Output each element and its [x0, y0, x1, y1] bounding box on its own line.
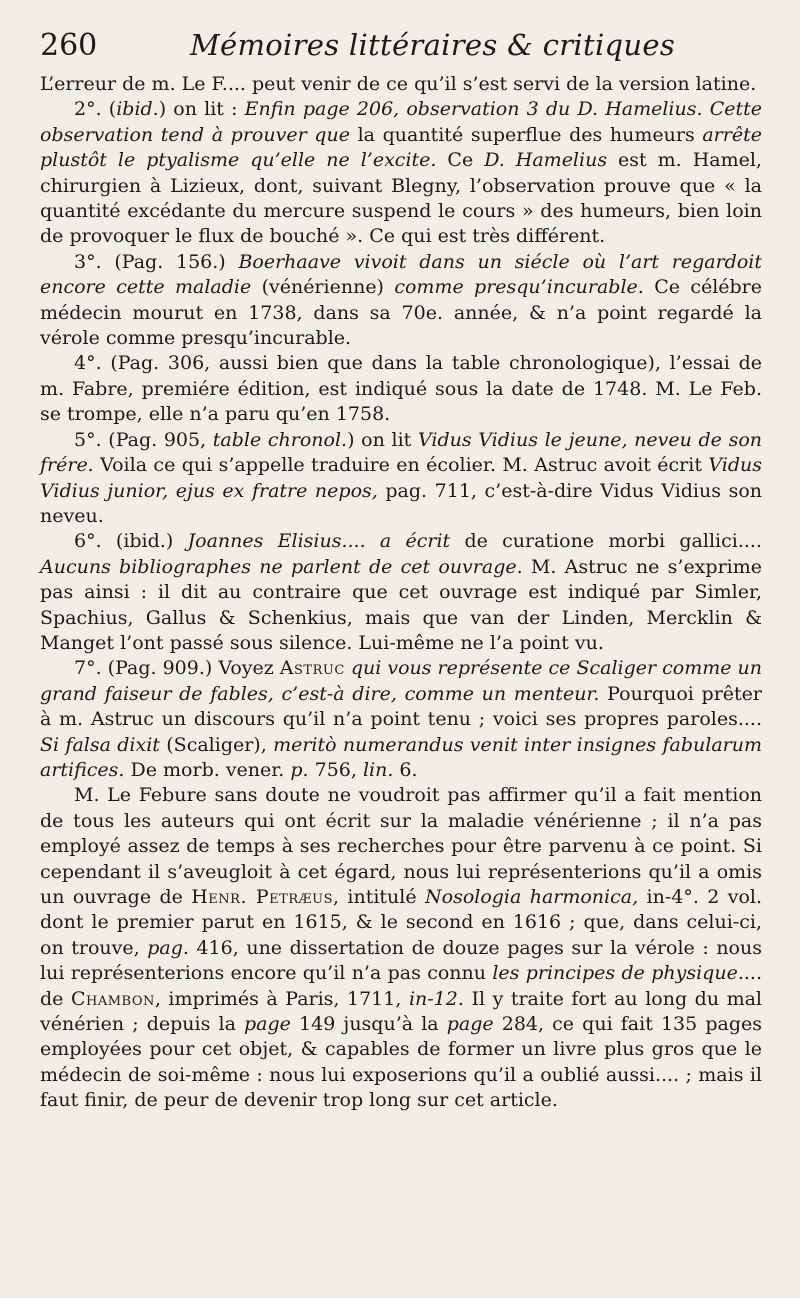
text-run: M. Le Febure sans doute ne voudroit pas affirmer qu’il a fait mention de tous les auteurs qui ont écrit sur la maladie vénérienne ; il n’a pas employé assez de temps à ses recherches pour être parvenu à ce point. Si cependant il s’aveugloit à cet égard, nous lui représenterions qu’il a omis un ouvrage de [40, 784, 762, 908]
small-caps-name: Henr. Petræus [191, 886, 333, 908]
text-run: 3°. (Pag. 156.) [74, 250, 239, 273]
italic-text: D. Hamelius [484, 149, 608, 172]
italic-text: lin. [362, 758, 394, 781]
paragraph-item-5 [40, 428, 762, 530]
italic-text: table chronol. [212, 428, 348, 451]
text-run: Ce [436, 149, 485, 172]
text-run: la quantité superflue des humeurs [349, 123, 703, 146]
italic-text: Joannes Elisius.... a écrit [187, 530, 451, 553]
italic-text: in-12. [408, 987, 464, 1010]
paragraph-item-6 [40, 529, 762, 656]
text-run: 7°. (Pag. 909.) Voyez [74, 657, 280, 680]
text-run: 416, une dissertation de douze pages sur la vérole : nous lui représenterions encore qu’il n’a pas connu [40, 936, 762, 985]
text-run: pag. 711, c’est-à-dire Vidus Vidius son neveu. [40, 479, 762, 527]
text-run: 5°. (Pag. 905, [74, 428, 213, 451]
italic-text: Aucuns bibliographes ne parlent de cet ouvrage. [40, 555, 523, 578]
text-run: ) on lit : [158, 98, 245, 121]
small-caps-name: Astruc [279, 657, 345, 680]
italic-text: arrête plustôt le ptyalisme qu’elle ne l’excite. [40, 123, 762, 172]
text-run: .... de [40, 962, 763, 1010]
italic-text: Nosologia harmonica, [425, 886, 639, 908]
text-run: est m. Hamel, chirurgien à Lizieux, dont, suivant Blegny, l’observation prouve que « la quantité excédante du mercure suspend le cours » des humeurs, bien loin de provoquer le flux de bouché ». Ce qui est très différent. [40, 149, 762, 248]
running-head [40, 28, 762, 68]
italic-text: meritò numerandus venit inter insignes fabularum artifices. [40, 733, 762, 781]
page-number: 260 [40, 28, 98, 63]
text-run: M. Astruc ne s’exprime pas ainsi : il dit au contraire que cet ouvrage est indiqué par Simler, Spachius, Gallus & Schenkius, mais que van der Linden, Mercklin & Manget l’ont passé sous silence. Lui-même ne l’a point vu. [40, 555, 762, 654]
text-run: L’erreur de m. Le F.... peut venir de ce qu’il s’est servi de la version latine. [40, 73, 757, 95]
italic-text: pag. [147, 936, 189, 959]
text-run: De morb. vener. [124, 758, 291, 781]
paragraph-intro [40, 72, 762, 97]
italic-text: comme presqu’incurable. [394, 276, 644, 299]
text-run: in-4°. 2 vol. dont le premier parut en 1615, & le second en 1616 ; que, dans celui-ci, on trouve, [40, 886, 762, 959]
text-run: 2°. ( [74, 98, 117, 121]
text-run: 149 jusqu’à la [290, 1013, 447, 1036]
italic-text: Si falsa dixit [40, 733, 160, 756]
text-run: Il y traite fort au long du mal vénérien ; depuis la [40, 987, 763, 1036]
italic-text: Vidus Vidius junior, ejus ex fratre nepos, [40, 454, 762, 502]
italic-text: les principes de physique [492, 962, 738, 985]
text-run: ) on lit [347, 428, 418, 451]
italic-text: Boerhaave vivoit dans un siécle où l’art regardoit encore cette maladie [40, 250, 762, 299]
paragraph-item-4 [40, 351, 762, 427]
italic-text: qui vous représente ce Scaliger comme un grand faiseur de fables, c’est-à dire, comme un menteur. [40, 657, 762, 705]
text-run: , imprimés à Paris, 1711, [154, 987, 409, 1010]
small-caps-name: Chambon [70, 987, 155, 1010]
paragraph-item-2 [40, 97, 762, 249]
text-run: de curatione morbi gallici.... [450, 530, 762, 553]
italic-text: page [244, 1013, 291, 1036]
italic-text: p. [290, 758, 309, 781]
text-run: 284, ce qui fait 135 pages employées pour cet objet, & capables de former un livre plus gros que le médecin de soi-même : nous lui exposerions qu’il a oublié aussi.... ; mais il faut finir, de peur de devenir trop long sur cet article. [40, 1013, 762, 1112]
italic-text: Vidus Vidius le jeune, neveu de son frére. [40, 428, 762, 477]
text-run: , intitulé [332, 886, 425, 908]
italic-text: ibid. [116, 98, 159, 121]
text-run: (vénérienne) [251, 276, 395, 299]
paragraph-item-3 [40, 250, 762, 352]
italic-text: Enfin page 206, observation 3 du D. Hamelius. Cette observation tend à prouver que [40, 98, 762, 146]
text-run: 6. [393, 758, 418, 781]
text-run: 756, [308, 758, 363, 781]
paragraph-item-7 [40, 656, 762, 783]
text-run: 4°. (Pag. 306, aussi bien que dans la table chronologique), l’essai de m. Fabre, premiére édition, est indiqué sous la date de 1748. M. Le Feb. se trompe, elle n’a paru qu’en 1758. [40, 352, 762, 426]
text-run: Pourquoi prêter à m. Astruc un discours qu’il n’a point tenu ; voici ses propres paroles.... [40, 682, 762, 731]
text-run: Voila ce qui s’appelle traduire en écolier. M. Astruc avoit écrit [93, 454, 709, 477]
body-text [40, 72, 762, 1114]
text-run: 6°. (ibid.) [74, 530, 188, 553]
text-run: Ce célébre médecin mourut en 1738, dans sa 70e. année, & n’a point regardé la vérole comme presqu’incurable. [40, 276, 763, 350]
text-run: (Scaliger), [159, 733, 274, 756]
header-title: Mémoires littéraires & critiques [190, 28, 676, 62]
paragraph-conclusion [40, 783, 762, 1113]
italic-text: page [446, 1013, 494, 1036]
